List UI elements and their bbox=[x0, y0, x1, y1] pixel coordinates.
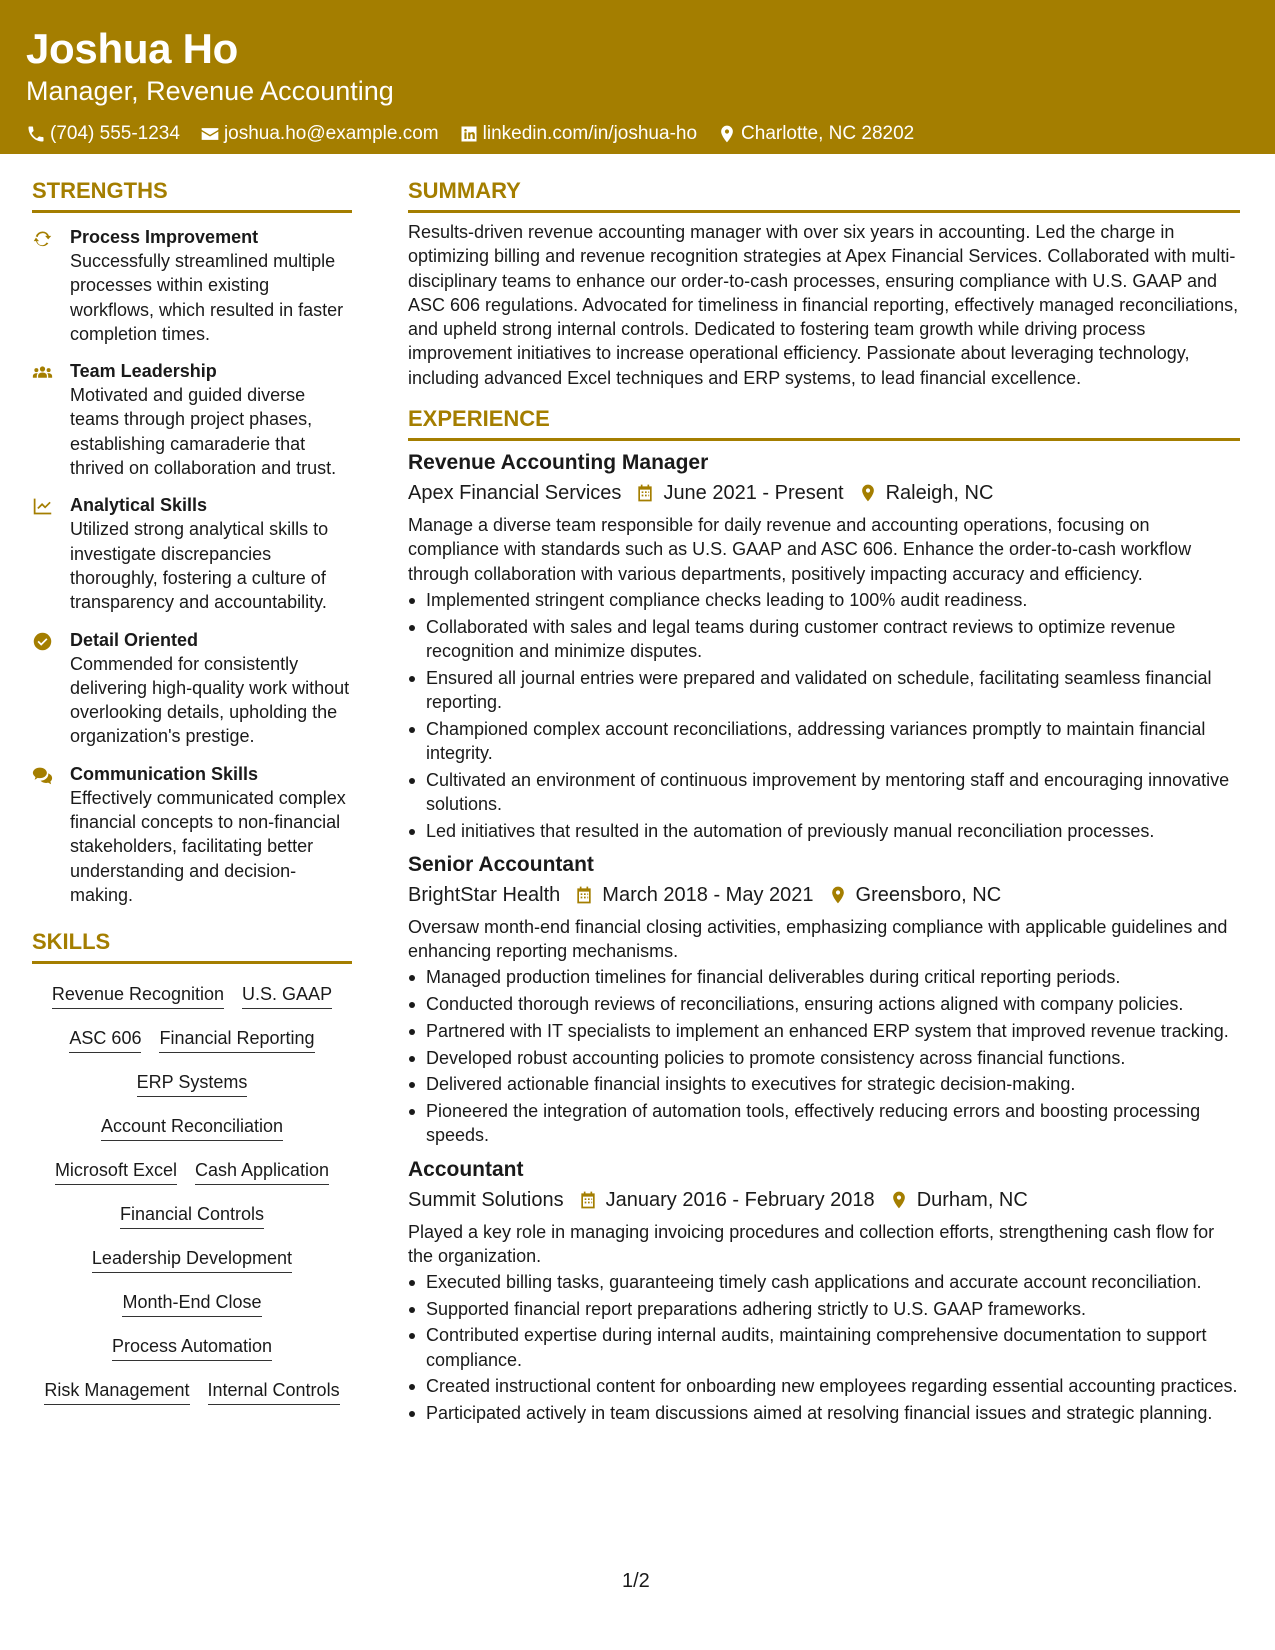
skills-list bbox=[32, 964, 352, 1414]
list-item: Participated actively in team discussions aimed at resolving financial issues and strategic planning. bbox=[408, 1401, 1240, 1425]
list-item: Executed billing tasks, guaranteeing timely cash applications and accurate account reconciliation. bbox=[408, 1270, 1240, 1294]
skill-tag: Financial Controls bbox=[120, 1202, 264, 1229]
skill-tag: ERP Systems bbox=[137, 1070, 248, 1097]
list-item: Conducted thorough reviews of reconciliations, ensuring actions aligned with company policies. bbox=[408, 992, 1240, 1016]
list-item: Developed robust accounting policies to promote consistency across financial functions. bbox=[408, 1046, 1240, 1070]
contact-linkedin[interactable] bbox=[459, 122, 697, 146]
strength-item bbox=[32, 628, 352, 749]
list-item: Ensured all journal entries were prepared and validated on schedule, facilitating seamless financial reporting. bbox=[408, 666, 1240, 715]
strength-item bbox=[32, 359, 352, 480]
summary-heading: SUMMARY bbox=[408, 176, 1240, 213]
strength-text: Utilized strong analytical skills to investigate discrepancies thoroughly, fostering a culture of transparency and accountability. bbox=[70, 519, 329, 613]
list-item: Created instructional content for onboarding new employees regarding essential accounting practices. bbox=[408, 1374, 1240, 1398]
strengths-list bbox=[32, 225, 352, 907]
skill-tag: Month-End Close bbox=[122, 1290, 261, 1317]
job-location: Greensboro, NC bbox=[855, 883, 1002, 906]
list-item: Implemented stringent compliance checks leading to 100% audit readiness. bbox=[408, 588, 1240, 612]
job-entry bbox=[408, 449, 1240, 843]
calendar-icon bbox=[574, 885, 594, 905]
strength-title: Detail Oriented bbox=[70, 629, 199, 650]
map-pin-icon bbox=[858, 483, 878, 503]
job-dates: June 2021 - Present bbox=[663, 482, 844, 505]
strength-item bbox=[32, 493, 352, 614]
skill-tag: U.S. GAAP bbox=[242, 982, 332, 1009]
list-item: Led initiatives that resulted in the automation of previously manual reconciliation processes. bbox=[408, 819, 1240, 843]
strength-item bbox=[32, 225, 352, 346]
strength-title: Analytical Skills bbox=[70, 495, 208, 516]
list-item: Championed complex account reconciliations, addressing variances promptly to maintain financial integrity. bbox=[408, 717, 1240, 766]
skill-tag: Process Automation bbox=[112, 1334, 272, 1361]
chart-line-icon bbox=[32, 496, 53, 517]
job-dates: January 2016 - February 2018 bbox=[605, 1188, 875, 1211]
list-item: Collaborated with sales and legal teams during customer contract reviews to optimize revenue recognition and minimize disputes. bbox=[408, 615, 1240, 664]
contact-email[interactable] bbox=[200, 122, 439, 146]
linkedin-text: linkedin.com/in/joshua-ho bbox=[482, 123, 698, 144]
job-title: Revenue Accounting Manager bbox=[408, 451, 709, 475]
candidate-role: Manager, Revenue Accounting bbox=[26, 76, 394, 106]
list-item: Managed production timelines for financial deliverables during critical reporting periods. bbox=[408, 965, 1240, 989]
job-meta bbox=[408, 881, 1240, 909]
strength-title: Process Improvement bbox=[70, 227, 259, 247]
job-dates: March 2018 - May 2021 bbox=[602, 883, 814, 906]
job-entry bbox=[408, 1156, 1240, 1426]
map-pin-icon bbox=[828, 885, 848, 905]
skill-tag: ASC 606 bbox=[69, 1026, 141, 1053]
strength-title: Communication Skills bbox=[70, 763, 259, 784]
phone-text: (704) 555-1234 bbox=[50, 123, 180, 144]
strength-text: Commended for consistently delivering high-quality work without overlooking details, upholding the organization's prestige. bbox=[70, 653, 350, 747]
refresh-icon bbox=[32, 228, 53, 249]
location-text: Charlotte, NC 28202 bbox=[741, 123, 915, 144]
job-title: Senior Accountant bbox=[408, 852, 594, 876]
skill-tag: Leadership Development bbox=[92, 1246, 292, 1273]
skill-tag: Cash Application bbox=[195, 1158, 329, 1185]
linkedin-icon bbox=[459, 124, 479, 144]
email-text: joshua.ho@example.com bbox=[223, 123, 439, 144]
page-number: 1/2 bbox=[622, 1570, 650, 1592]
comments-icon bbox=[32, 765, 53, 786]
list-item: Contributed expertise during internal audits, maintaining comprehensive documentation to support compliance. bbox=[408, 1323, 1240, 1372]
skill-tag: Risk Management bbox=[44, 1378, 189, 1405]
strength-title: Team Leadership bbox=[70, 361, 217, 382]
envelope-icon bbox=[200, 124, 220, 144]
calendar-icon bbox=[578, 1190, 598, 1210]
job-bullets bbox=[408, 965, 1240, 1147]
list-item: Delivered actionable financial insights to executives for strategic decision-making. bbox=[408, 1072, 1240, 1096]
calendar-icon bbox=[635, 483, 655, 503]
skills-heading: SKILLS bbox=[32, 927, 352, 964]
list-item: Pioneered the integration of automation tools, effectively reducing errors and boosting processing speeds. bbox=[408, 1099, 1240, 1148]
skill-tag: Revenue Recognition bbox=[52, 982, 224, 1009]
job-company: Apex Financial Services bbox=[408, 482, 622, 505]
phone-icon bbox=[26, 124, 46, 144]
job-description: Played a key role in managing invoicing procedures and collection efforts, strengthening cash flow for the organization. bbox=[408, 1221, 1215, 1266]
skill-tag: Internal Controls bbox=[208, 1378, 340, 1405]
job-company: Summit Solutions bbox=[408, 1188, 564, 1211]
contact-location bbox=[717, 122, 914, 146]
job-company: BrightStar Health bbox=[408, 883, 561, 906]
resume-header bbox=[0, 0, 1275, 154]
job-description: Manage a diverse team responsible for daily revenue and accounting operations, focusing on compliance with standards such as U.S. GAAP and ASC 606. Enhance the order-to-cash workflow through collaboration with various departments, positively impacting accuracy and efficiency. bbox=[408, 515, 1192, 584]
users-icon bbox=[32, 362, 53, 383]
check-circle-icon bbox=[32, 631, 53, 652]
strength-text: Motivated and guided diverse teams through project phases, establishing camaraderie that thrived on collaboration and trust. bbox=[70, 385, 337, 479]
strengths-heading: STRENGTHS bbox=[32, 176, 352, 213]
map-pin-icon bbox=[889, 1190, 909, 1210]
job-bullets bbox=[408, 1270, 1240, 1425]
experience-heading: EXPERIENCE bbox=[408, 404, 1240, 441]
summary-text: Results-driven revenue accounting manager with over six years in accounting. Led the charge in optimizing billing and revenue recognition strategies at Apex Financial Services. Collaborated with multi-disciplinary teams to enhance our order-to-cash processes, ensuring compliance with U.S. GAAP and ASC 606 regulations. Advocated for timeliness in financial reporting, effectively managed reconciliations, and upheld strong internal controls. Dedicated to fostering team growth while driving process improvement initiatives to increase operational efficiency. Passionate about leveraging technology, including advanced Excel techniques and ERP systems, to lead financial excellence. bbox=[408, 222, 1239, 388]
skill-tag: Financial Reporting bbox=[159, 1026, 314, 1053]
job-meta bbox=[408, 1186, 1240, 1214]
skill-tag: Microsoft Excel bbox=[55, 1158, 177, 1185]
strength-text: Successfully streamlined multiple processes within existing workflows, which resulted in faster completion times. bbox=[70, 251, 344, 344]
job-location: Durham, NC bbox=[916, 1188, 1028, 1211]
job-location: Raleigh, NC bbox=[885, 482, 994, 505]
job-bullets bbox=[408, 588, 1240, 843]
job-description: Oversaw month-end financial closing activities, emphasizing compliance with applicable guidelines and enhancing reporting mechanisms. bbox=[408, 916, 1228, 962]
list-item: Partnered with IT specialists to implement an enhanced ERP system that improved revenue tracking. bbox=[408, 1019, 1240, 1043]
strength-item bbox=[32, 762, 352, 907]
job-meta bbox=[408, 479, 1240, 507]
contact-phone[interactable] bbox=[26, 122, 180, 146]
job-entry bbox=[408, 851, 1240, 1148]
left-column bbox=[32, 176, 352, 1414]
strength-text: Effectively communicated complex financial concepts to non-financial stakeholders, facilitating better understanding and decision-making. bbox=[70, 787, 346, 905]
list-item: Cultivated an environment of continuous improvement by mentoring staff and encouraging innovative solutions. bbox=[408, 768, 1240, 817]
skill-tag: Account Reconciliation bbox=[101, 1114, 283, 1141]
contact-row bbox=[26, 122, 1275, 146]
list-item: Supported financial report preparations adhering strictly to U.S. GAAP frameworks. bbox=[408, 1297, 1240, 1321]
job-title: Accountant bbox=[408, 1157, 524, 1181]
candidate-name: Joshua Ho bbox=[26, 25, 238, 72]
map-pin-icon bbox=[717, 124, 737, 144]
right-column bbox=[408, 176, 1240, 1428]
